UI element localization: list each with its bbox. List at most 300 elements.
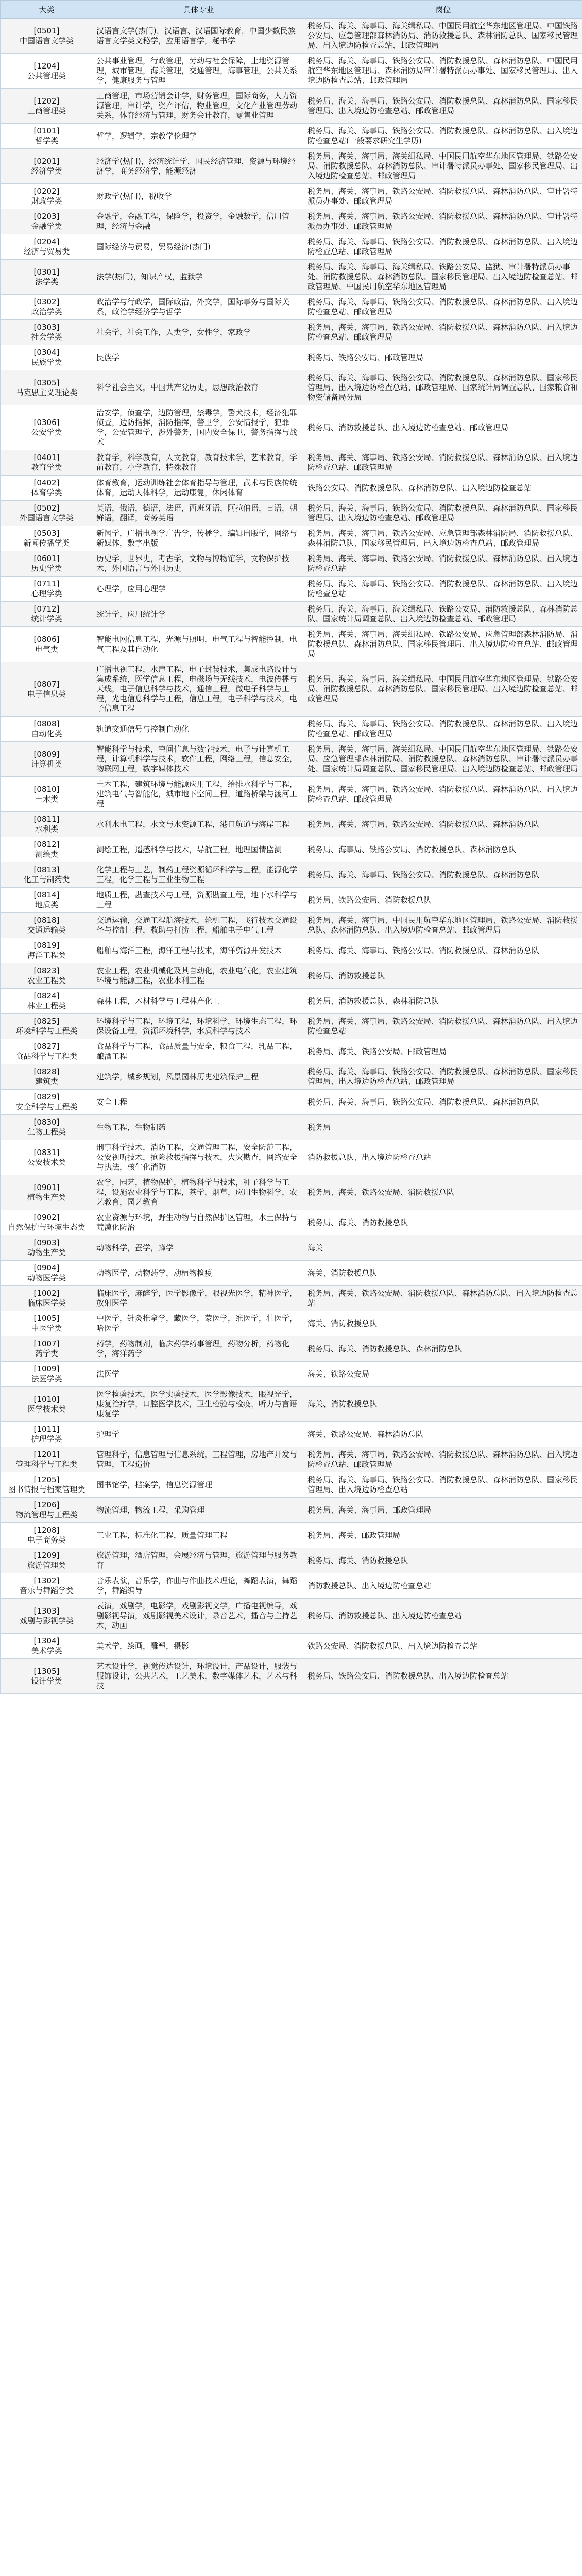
category-name: 动物医学类 [27,1273,66,1282]
positions-cell: 消防救援总队、出入境边防检查总站 [304,1140,582,1175]
majors-cell: 心理学，应用心理学 [93,577,304,602]
majors-cell: 统计学，应用统计学 [93,602,304,627]
category-code: [0301] [33,267,60,277]
majors-cell: 环境科学与工程，环境工程，环境科学，环境生态工程，环保设备工程，资源环境科学，水质科学与技术 [93,1014,304,1039]
positions-cell: 税务局、海关、海事局、铁路公安局、消防救援总队、森林消防总队、国家移民管理局、出入境边防检查总站、邮政管理局 [304,89,582,124]
category-code: [1201] [33,1450,60,1459]
positions-cell: 税务局、海关、海事局、铁路公安局、消防救援总队、森林消防总队 [304,862,582,888]
table-row [1,1115,582,1140]
majors-cell: 安全工程 [93,1090,304,1115]
category-code: [0807] [33,679,60,689]
category-code: [0810] [33,784,60,794]
positions-cell: 税务局、海关、海事局、铁路公安局、消防救援总队、森林消防总队、国家移民管理局、出入境边防检查总站、邮政管理局 [304,1064,582,1090]
positions-cell: 税务局、海关、海事局、海关缉私局、中国民用航空华东地区管理局、中国铁路公安局、应急管理部森林消防局、消防救援总队、森林消防总队、国家移民管理局、出入境边防检查总站、邮政管理局 [304,19,582,54]
table-row [1,320,582,345]
category-code: [0401] [33,453,60,462]
category-cell [1,184,93,209]
positions-cell: 海关、消防救援总队 [304,1311,582,1336]
table-row [1,627,582,662]
table-row [1,1064,582,1090]
table-row [1,837,582,862]
category-name: 社会学类 [31,332,62,342]
category-name: 旅游管理类 [27,1561,66,1570]
table-row [1,1140,582,1175]
majors-cell: 音乐表演，音乐学，作曲与作曲技术理论，舞蹈表演，舞蹈学，舞蹈编导 [93,1573,304,1599]
category-cell [1,862,93,888]
category-name: 政治学类 [31,307,62,316]
majors-cell: 国际经济与贸易，贸易经济(热门) [93,234,304,260]
category-name: 化工与制药类 [23,875,70,884]
category-name: 食品科学与工程类 [15,1052,78,1061]
positions-cell: 税务局、海关、海事局、铁路公安局、消防救援总队、森林消防总队、出入境边防检查总站 [304,1014,582,1039]
header-majors: 具体专业 [93,1,304,19]
category-name: 法学类 [35,277,58,286]
majors-cell: 地质工程，勘查技术与工程，资源勘查工程，地下水科学与工程 [93,888,304,913]
majors-cell: 表演，戏剧学，电影学，戏剧影视文学，广播电视编导，戏剧影视导演，戏剧影视美术设计，录音艺术，播音与主持艺术，动画 [93,1599,304,1634]
category-cell [1,209,93,234]
category-name: 教育学类 [31,463,62,472]
category-code: [0823] [33,966,60,975]
table-row [1,1014,582,1039]
category-name: 马克思主义理论类 [15,387,78,397]
category-name: 图书情报与档案管理类 [8,1485,85,1494]
category-cell [1,837,93,862]
majors-cell: 财政学(热门)，税收学 [93,184,304,209]
category-name: 测绘类 [35,850,58,859]
majors-cell: 药学，药物制剂，临床药学药事管理，药物分析，药物化学，海洋药学 [93,1336,304,1362]
positions-cell: 消防救援总队、出入境边防检查总站 [304,1573,582,1599]
majors-cell: 测绘工程，遥感科学与技术，导航工程，地理国情监测 [93,837,304,862]
majors-cell: 船舶与海洋工程，海洋工程与技术，海洋资源开发技术 [93,938,304,963]
category-cell [1,913,93,938]
table-row [1,526,582,551]
table-row [1,149,582,184]
table-row [1,1387,582,1422]
majors-cell: 刑事科学技术，消防工程，交通管理工程，安全防范工程，公安视听技术，抢险救援指挥与技术，火灾勘查，网络安全与执法，核生化消防 [93,1140,304,1175]
positions-cell: 海关、消防救援总队 [304,1387,582,1422]
category-name: 自动化类 [31,729,62,738]
table-row [1,888,582,913]
positions-cell: 税务局、海关、铁路公安局、邮政管理局 [304,1039,582,1064]
majors-cell: 生物工程，生物制药 [93,1115,304,1140]
majors-cell: 政治学与行政学，国际政治，外交学，国际事务与国际关系，政治学经济学与哲学 [93,295,304,320]
category-cell [1,476,93,501]
category-code: [0305] [33,378,60,387]
category-cell [1,717,93,742]
category-cell [1,1498,93,1523]
table-row [1,1599,582,1634]
majors-cell: 农学，园艺，植物保护，植物科学与技术，种子科学与工程，设施农业科学与工程，茶学，烟草，应用生物科学，农艺教育，园艺教育 [93,1175,304,1210]
category-cell [1,1311,93,1336]
category-cell [1,370,93,405]
category-name: 动物生产类 [27,1248,66,1257]
positions-cell: 税务局、铁路公安局、消防救援总队、出入境边防检查总站 [304,1659,582,1694]
table-row [1,963,582,989]
category-name: 安全科学与工程类 [15,1102,78,1111]
majors-cell: 旅游管理，酒店管理，会展经济与管理，旅游管理与服务教育 [93,1548,304,1573]
category-code: [1202] [33,96,60,106]
category-name: 体育学类 [31,488,62,497]
positions-cell: 税务局、消防救援总队、出入境边防检查总站、邮政管理局 [304,405,582,450]
category-cell [1,1286,93,1311]
category-cell [1,1140,93,1175]
category-code: [1206] [33,1500,60,1510]
table-row [1,577,582,602]
category-cell [1,405,93,450]
category-name: 临床医学类 [27,1298,66,1308]
table-row [1,450,582,476]
category-name: 财政学类 [31,196,62,206]
positions-cell: 税务局、消防救援总队 [304,963,582,989]
category-cell [1,501,93,526]
category-cell [1,1115,93,1140]
category-cell [1,1235,93,1261]
category-name: 公安学类 [31,428,62,437]
category-code: [0302] [33,297,60,307]
category-cell [1,450,93,476]
category-cell [1,1422,93,1447]
category-name: 海洋工程类 [27,951,66,960]
category-code: [1204] [33,61,60,71]
table-row [1,1634,582,1659]
category-code: [0808] [33,719,60,728]
category-cell [1,1090,93,1115]
category-name: 建筑类 [35,1077,58,1086]
category-code: [0824] [33,991,60,1001]
category-name: 交通运输类 [27,925,66,935]
majors-cell: 治安学，侦查学，边防管理，禁毒学，警犬技术，经济犯罪侦查，边防指挥，消防指挥，警卫学，公安情报学，犯罪学，公安管理学，涉外警务，国内安全保卫，警务指挥与战术 [93,405,304,450]
category-code: [0825] [33,1016,60,1026]
category-code: [0831] [33,1147,60,1157]
majors-cell: 建筑学，城乡规划，风景园林历史建筑保护工程 [93,1064,304,1090]
majors-cell: 法学(热门)，知识产权，监狱学 [93,260,304,295]
positions-cell: 海关 [304,1235,582,1261]
category-code: [0904] [33,1263,60,1273]
majors-cell: 社会学，社会工作，人类学，女性学，家政学 [93,320,304,345]
positions-cell: 税务局、海关、海事局、海关缉私局、铁路公安局、监狱、审计署特派员办事处、消防救援总队、森林消防总队、国家移民管理局、出入境边防检查总站、邮政管理局、中国民用航空华东地区管理局 [304,260,582,295]
table-row [1,1659,582,1694]
table-row [1,370,582,405]
category-cell [1,19,93,54]
table-row [1,862,582,888]
table-row [1,405,582,450]
majors-cell: 工商管理，市场营销会计学，财务管理，国际商务，人力资源管理，审计学，资产评估，物业管理，文化产业管理劳动关系，体育经济与管理，财务会计教育，零售业管理 [93,89,304,124]
category-name: 地质类 [35,900,58,909]
category-name: 音乐与舞蹈学类 [19,1586,74,1595]
positions-cell: 税务局、海关、海事局、海关缉私局、中国民用航空华东地区管理局、铁路公安局、消防救援总队、森林消防总队、国家移民管理局、出入境边防检查总站、邮政管理局 [304,662,582,717]
category-code: [0202] [33,187,60,196]
category-name: 中国语言文学类 [19,36,74,45]
category-code: [1303] [33,1606,60,1616]
category-code: [1305] [33,1666,60,1676]
majors-cell: 农业工程，农业机械化及其自动化，农业电气化，农业建筑环境与能源工程，农业水利工程 [93,963,304,989]
table-row [1,938,582,963]
table-row [1,1422,582,1447]
positions-cell: 税务局、海关、海事局、铁路公安局、消防救援总队、森林消防总队、国家移民管理局、出入境边防检查总站 [304,1472,582,1498]
majors-cell: 智能电网信息工程，光源与照明，电气工程与智能控制，电气工程及其自动化 [93,627,304,662]
table-row [1,742,582,777]
category-code: [1009] [33,1364,60,1374]
category-cell [1,1523,93,1548]
table-row [1,602,582,627]
category-code: [1302] [33,1576,60,1585]
table-row [1,19,582,54]
positions-cell: 税务局、海关、海事局、铁路公安局、消防救援总队、森林消防总队、国家移民管理局、出入境边防检查总站、邮政管理局 [304,501,582,526]
positions-cell: 海关、消防救援总队 [304,1261,582,1286]
category-code: [0812] [33,840,60,849]
table-row [1,1336,582,1362]
category-name: 农业工程类 [27,976,66,985]
table-row [1,1362,582,1387]
majors-cell: 工业工程，标准化工程，质量管理工程 [93,1523,304,1548]
category-code: [0901] [33,1182,60,1192]
category-name: 物流管理与工程类 [15,1510,78,1519]
table-row [1,913,582,938]
majors-cell: 化学工程与工艺，制药工程资源循环科学与工程，能源化学工程，化学工程与工业生物工程 [93,862,304,888]
category-cell [1,938,93,963]
category-code: [1002] [33,1289,60,1298]
majors-cell: 物流管理，物流工程，采购管理 [93,1498,304,1523]
category-name: 美术学类 [31,1646,62,1655]
majors-cell: 法医学 [93,1362,304,1387]
majors-cell: 动物医学，动物药学，动植物检疫 [93,1261,304,1286]
table-body [1,19,582,1694]
category-cell [1,1362,93,1387]
category-code: [0902] [33,1213,60,1222]
category-name: 中医学类 [31,1324,62,1333]
category-code: [0813] [33,865,60,874]
category-name: 新闻传播学类 [23,538,70,548]
category-cell [1,1210,93,1235]
category-name: 法医学类 [31,1374,62,1383]
majors-cell: 科学社会主义，中国共产党历史，思想政治教育 [93,370,304,405]
category-code: [0303] [33,323,60,332]
majors-cell: 新闻学，广播电视学广告学，传播学，编辑出版学，网络与新媒体，数字出版 [93,526,304,551]
table-row [1,1548,582,1573]
positions-cell: 税务局、海关、铁路公安局、消防救援总队 [304,1175,582,1210]
category-code: [1209] [33,1551,60,1560]
table-row [1,1261,582,1286]
majors-cell: 历史学，世界史，考古学，文物与博物馆学，文物保护技术，外国语言与外国历史 [93,551,304,577]
category-cell [1,149,93,184]
category-name: 经济与贸易类 [23,247,70,256]
majors-cell: 金融学，金融工程，保险学，投资学，金融数学，信用管理，经济与金融 [93,209,304,234]
majors-cell: 广播电视工程，水声工程，电子封装技术，集成电路设计与集成系统，医学信息工程，电磁场与无线技术，电波传播与天线，电子信息科学与技术，通信工程，微电子科学与工程，光电信息科学与工程，信息工程，电子科学与技术，电子信息工程 [93,662,304,717]
category-cell [1,320,93,345]
category-name: 医学技术类 [27,1404,66,1414]
table-row [1,662,582,717]
positions-cell: 税务局、消防救援总队、森林消防总队 [304,989,582,1014]
category-code: [0501] [33,26,60,36]
category-cell [1,1447,93,1472]
table-row [1,1235,582,1261]
category-code: [1007] [33,1339,60,1348]
positions-cell: 税务局、海关、邮政管理局 [304,1523,582,1548]
positions-cell: 税务局、海关、铁路公安局、消防救援总队、森林消防总队、出入境边防检查总站 [304,1286,582,1311]
table-row [1,260,582,295]
positions-cell: 税务局、海关、海事局、铁路公安局、消防救援总队、森林消防总队 [304,938,582,963]
majors-cell: 水利水电工程，水文与水资源工程，港口航道与海岸工程 [93,812,304,837]
positions-cell: 税务局、海关、海事局、铁路公安局、消防救援总队、森林消防总队、出入境边防检查总站、邮政管理局 [304,234,582,260]
category-cell [1,260,93,295]
table-row [1,551,582,577]
category-name: 心理学类 [31,589,62,598]
category-cell [1,1548,93,1573]
category-code: [0809] [33,749,60,759]
majors-cell: 农业资源与环境，野生动物与自然保护区管理，水土保持与荒漠化防治 [93,1210,304,1235]
table-row [1,89,582,124]
majors-cell: 哲学，逻辑学，宗教学伦理学 [93,124,304,149]
category-code: [0827] [33,1042,60,1051]
category-name: 统计学类 [31,614,62,623]
positions-cell: 税务局、铁路公安局、消防救援总队 [304,888,582,913]
category-name: 电子信息类 [27,689,66,699]
positions-cell: 税务局、海事局、铁路公安局、消防救援总队、森林消防总队 [304,837,582,862]
positions-cell: 税务局、海关、海事局、铁路公安局、消防救援总队、森林消防总队、出入境边防检查总站 [304,551,582,577]
table-row [1,1175,582,1210]
category-code: [1005] [33,1314,60,1323]
majors-cell: 体育教育，运动训练社会体育指导与管理，武术与民族传统体育，运动人体科学，运动康复，休闲体育 [93,476,304,501]
category-name: 土木类 [35,794,58,804]
positions-cell: 税务局、海关、海事局、邮政管理局 [304,1498,582,1523]
category-cell [1,812,93,837]
category-name: 经济学类 [31,166,62,176]
positions-cell: 税务局 [304,1115,582,1140]
category-name: 工商管理类 [27,106,66,115]
category-cell [1,1634,93,1659]
majors-cell: 民族学 [93,345,304,370]
table-row [1,1472,582,1498]
majors-cell: 教育学，科学教育，人文教育，教育技术学，艺术教育，学前教育，小学教育，特殊教育 [93,450,304,476]
category-cell [1,1336,93,1362]
positions-cell: 税务局、海关、海事局、铁路公安局、消防救援总队、森林消防总队、出入境边防检查总站、邮政管理局 [304,717,582,742]
category-cell [1,1014,93,1039]
category-code: [0830] [33,1117,60,1127]
table-row [1,209,582,234]
positions-cell: 税务局、海关、海事局、海关缉私局、铁路公安局、应急管理部森林消防局、消防救援总队、森林消防总队、国家移民管理局、出入境边防检查总站、邮政管理局 [304,627,582,662]
positions-cell: 海关、铁路公安局 [304,1362,582,1387]
majors-cell: 美术学，绘画，雕塑，摄影 [93,1634,304,1659]
category-cell [1,963,93,989]
category-cell [1,1064,93,1090]
category-code: [0201] [33,156,60,166]
positions-cell: 铁路公安局、消防救援总队、森林消防总队、出入境边防检查总站 [304,476,582,501]
category-code: [0306] [33,418,60,427]
category-name: 自然保护与环境生态类 [8,1223,85,1232]
table-row [1,812,582,837]
table-row [1,1090,582,1115]
table-row [1,1447,582,1472]
category-cell [1,1261,93,1286]
table-header-row [1,1,582,19]
positions-cell: 税务局、海关、海事局、铁路公安局、消防救援总队、森林消防总队、出入境边防检查总站、邮政管理局 [304,320,582,345]
category-name: 哲学类 [35,136,58,145]
table-row [1,501,582,526]
table-row [1,1573,582,1599]
category-cell [1,662,93,717]
category-cell [1,345,93,370]
category-cell [1,551,93,577]
positions-cell: 税务局、海关、海事局、铁路公安局、消防救援总队、森林消防总队、出入境边防检查总站、邮政管理局 [304,1447,582,1472]
category-cell [1,1472,93,1498]
category-code: [1304] [33,1636,60,1646]
category-code: [0811] [33,815,60,824]
category-name: 历史学类 [31,564,62,573]
category-cell [1,89,93,124]
category-name: 电气类 [35,644,58,654]
category-cell [1,234,93,260]
table-row [1,717,582,742]
category-name: 外国语言文学类 [19,513,74,522]
category-name: 环境科学与工程类 [15,1026,78,1036]
majors-cell: 土木工程，建筑环境与能源应用工程，给排水科学与工程，建筑电气与智能化，城市地下空间工程，道路桥梁与渡河工程 [93,777,304,812]
category-code: [0204] [33,237,60,246]
category-name: 护理学类 [31,1434,62,1444]
positions-cell: 税务局、海关、海事局、铁路公安局、消防救援总队、森林消防总队、审计署特派员办事处、邮政管理局 [304,209,582,234]
category-cell [1,627,93,662]
table-row [1,989,582,1014]
positions-cell: 海关、铁路公安局、森林消防总队 [304,1422,582,1447]
category-name: 植物生产类 [27,1192,66,1202]
table-row [1,1523,582,1548]
category-name: 林业工程类 [27,1001,66,1010]
positions-cell: 税务局、铁路公安局、邮政管理局 [304,345,582,370]
table-row [1,124,582,149]
positions-cell: 税务局、海关、海事局、铁路公安局、消防救援总队、森林消防总队 [304,812,582,837]
category-code: [0806] [33,634,60,644]
category-cell [1,124,93,149]
category-code: [1011] [33,1425,60,1434]
category-name: 戏剧与影视学类 [19,1616,74,1625]
table-row [1,777,582,812]
table-row [1,1286,582,1311]
table-row [1,1039,582,1064]
category-code: [0101] [33,126,60,135]
category-name: 金融学类 [31,222,62,231]
category-name: 药学类 [35,1349,58,1358]
category-code: [0829] [33,1092,60,1101]
category-code: [1205] [33,1475,60,1484]
category-name: 电子商务类 [27,1535,66,1545]
positions-cell: 税务局、海关、海事局、海关缉私局、铁路公安局、消防救援总队、森林消防总队、国家统计局调查总队、出入境边防检查总站、邮政管理局 [304,602,582,627]
category-cell [1,526,93,551]
positions-cell: 税务局、海关、海事局、海关缉私局、中国民用航空华东地区管理局、铁路公安局、消防救援总队、森林消防总队、审计署特派员办事处、国家移民管理局、出入境边防检查总站、邮政管理局 [304,149,582,184]
majors-cell: 医学检验技术，医学实验技术，医学影像技术，眼视光学，康复治疗学，口腔医学技术，卫生检验与检疫，听力与言语康复学 [93,1387,304,1422]
category-name: 设计学类 [31,1676,62,1686]
table-row [1,234,582,260]
category-name: 计算机类 [31,759,62,769]
positions-cell: 税务局、海关、消防救援总队 [304,1548,582,1573]
positions-cell: 税务局、海关、海事局、中国民用航空华东地区管理局、铁路公安局、消防救援总队、森林消防总队、出入境边防检查总站、邮政管理局 [304,913,582,938]
positions-cell: 税务局、海关、海事局、铁路公安局、应急管理部森林消防局、消防救援总队、森林消防总队、国家移民管理局、出入境边防检查总站、邮政管理局 [304,526,582,551]
category-code: [0304] [33,348,60,357]
category-cell [1,1573,93,1599]
majors-cell: 临床医学，麻醉学，医学影像学，眼视光医学，精神医学，放射医学 [93,1286,304,1311]
category-name: 管理科学与工程类 [15,1460,78,1469]
category-code: [0819] [33,941,60,950]
positions-cell: 税务局、海关、海事局、铁路公安局、消防救援总队、森林消防总队、国家移民管理局、出入境边防检查总站、邮政管理局、国家统计局调查总队、国家粮食和物资储备局分局 [304,370,582,405]
positions-cell: 税务局、海关、海事局、铁路公安局、消防救援总队、森林消防总队、出入境边防检查总站、邮政管理局 [304,777,582,812]
table-row [1,184,582,209]
category-name: 生物工程类 [27,1127,66,1137]
category-cell [1,602,93,627]
majors-cell: 图书馆学，档案学，信息资源管理 [93,1472,304,1498]
positions-cell: 税务局、海关、海事局、铁路公安局、消防救援总队、森林消防总队、出入境边防检查总站(一般要求研究生学历) [304,124,582,149]
category-name: 公安技术类 [27,1157,66,1167]
category-cell [1,295,93,320]
category-cell [1,888,93,913]
positions-cell: 税务局、海关、海事局、铁路公安局、消防救援总队、森林消防总队、出入境边防检查总站 [304,577,582,602]
